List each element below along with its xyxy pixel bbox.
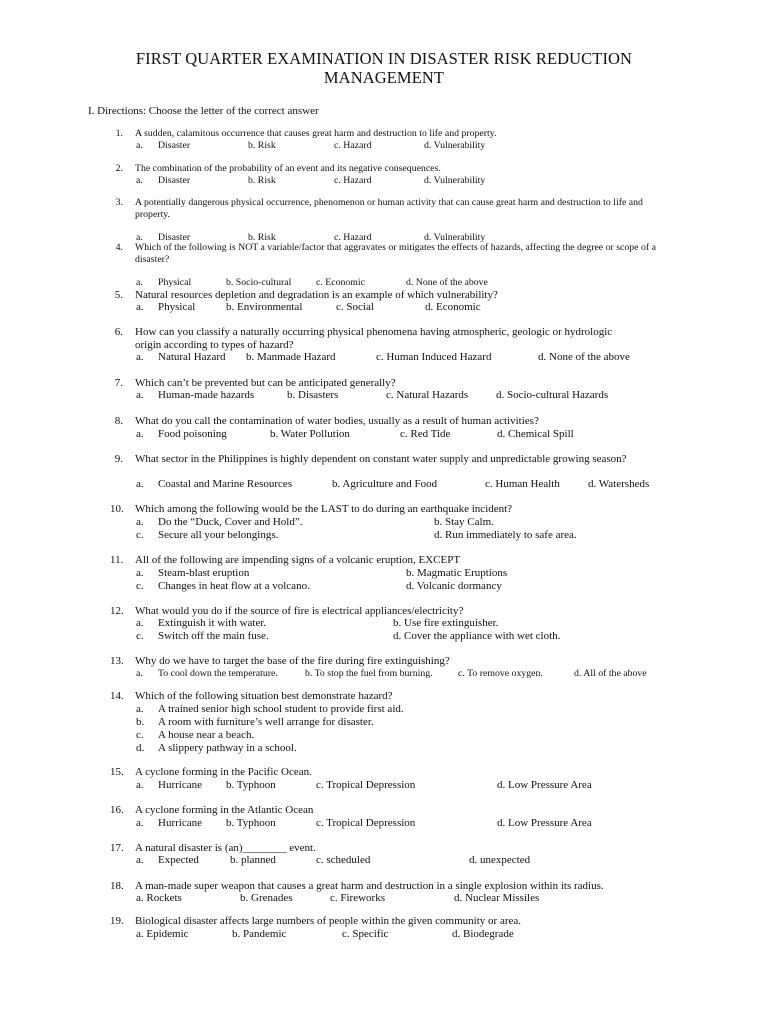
question-number: 6. — [114, 326, 123, 338]
option-letter: a. — [136, 703, 144, 715]
question-text: A cyclone forming in the Atlantic Ocean — [135, 804, 314, 816]
option-c: c. Natural Hazards — [386, 389, 469, 401]
option-d: d. Socio-cultural Hazards — [496, 389, 609, 401]
option-b: A room with furniture’s well arrange for disaster. — [158, 716, 374, 728]
question-number: 11. — [110, 554, 124, 566]
option-a: Coastal and Marine Resources — [158, 478, 293, 490]
question-text: A potentially dangerous physical occurrence, phenomenon or human activity that can cause great harm and destruction to life and property. — [135, 197, 643, 220]
option-c: c. Human Health — [485, 478, 560, 490]
option-d: d. Economic — [425, 301, 481, 313]
question-text: How can you classify a naturally occurring physical phenomena having atmospheric, geologic or hydrologic origin according to types of hazard? — [135, 326, 613, 351]
question-text: A cyclone forming in the Pacific Ocean. — [135, 766, 312, 778]
option-a: Steam-blast eruption — [158, 567, 250, 579]
question-text: Why do we have to target the base of the fire during fire extinguishing? — [135, 655, 450, 667]
option-c: Changes in heat flow at a volcano. — [158, 580, 310, 592]
option-c: c. Red Tide — [400, 428, 451, 440]
question-text: Which among the following would be the LAST to do during an earthquake incident? — [135, 503, 513, 515]
option-a: Natural Hazard — [158, 351, 226, 363]
option-letter: a. — [136, 140, 143, 151]
option-d: d. Cover the appliance with wet cloth. — [393, 630, 561, 642]
option-c: c. Fireworks — [330, 892, 385, 904]
option-b: b. Risk — [248, 232, 276, 243]
option-letter: a. — [136, 428, 144, 440]
question-number: 10. — [110, 503, 124, 515]
option-d: d. Biodegrade — [452, 928, 514, 940]
option-letter: a. — [136, 301, 144, 313]
option-letter: a. — [136, 854, 144, 866]
option-letter: a. — [136, 232, 143, 243]
option-b: b. Magmatic Eruptions — [406, 567, 508, 579]
option-b: b. Typhoon — [226, 817, 276, 829]
option-a: Extinguish it with water. — [158, 617, 267, 629]
option-d: d. Low Pressure Area — [497, 779, 592, 791]
question-number: 3. — [115, 197, 123, 208]
question-text: The combination of the probability of an event and its negative consequences. — [135, 163, 441, 174]
option-letter: c. — [136, 729, 144, 741]
option-d: d. Watersheds — [588, 478, 650, 490]
option-d: d. Volcanic dormancy — [406, 580, 502, 592]
option-c: c. Social — [336, 301, 374, 313]
question-number: 14. — [110, 690, 124, 702]
option-c: c. Specific — [342, 928, 389, 940]
option-letter: a. — [136, 351, 144, 363]
option-c: A house near a beach. — [158, 729, 255, 741]
question-number: 17. — [110, 842, 124, 854]
question-number: 12. — [110, 605, 124, 617]
option-b: b. Use fire extinguisher. — [393, 617, 499, 629]
option-b: b. Risk — [248, 140, 276, 151]
option-letter: a. — [136, 478, 144, 490]
question-number: 13. — [110, 655, 124, 667]
option-a: Hurricane — [158, 817, 202, 829]
option-letter: c. — [136, 630, 144, 642]
option-c: c. Human Induced Hazard — [376, 351, 492, 363]
question-number: 16. — [110, 804, 124, 816]
option-b: b. Risk — [248, 175, 276, 186]
question-text: Natural resources depletion and degradation is an example of which vulnerability? — [135, 289, 498, 301]
option-d: d. Vulnerability — [424, 175, 486, 186]
option-letter: a. — [136, 567, 144, 579]
option-letter: a. — [136, 516, 144, 528]
question-text: Which of the following is NOT a variable/factor that aggravates or mitigates the effects of hazards, affecting the degree or scope of a disaster? — [135, 242, 656, 265]
option-a: A trained senior high school student to provide first aid. — [158, 703, 404, 715]
question-number: 5. — [114, 289, 123, 301]
option-c: c. Hazard — [334, 140, 372, 151]
option-c: c. Hazard — [334, 175, 372, 186]
option-b: b. Typhoon — [226, 779, 276, 791]
option-a: Human-made hazards — [158, 389, 255, 401]
option-letter: b. — [136, 716, 145, 728]
option-c: c. Tropical Depression — [316, 779, 416, 791]
question-number: 7. — [114, 377, 123, 389]
question-number: 2. — [115, 163, 123, 174]
option-d: A slippery pathway in a school. — [158, 742, 297, 754]
option-letter: a. — [136, 175, 143, 186]
option-a: Disaster — [158, 140, 191, 151]
option-b: b. Stay Calm. — [434, 516, 494, 528]
option-c: c. Tropical Depression — [316, 817, 416, 829]
option-d: d. None of the above — [538, 351, 630, 363]
question-number: 4. — [115, 242, 123, 253]
option-a: Expected — [158, 854, 199, 866]
option-b: b. Socio-cultural — [226, 277, 292, 288]
option-c: Switch off the main fuse. — [158, 630, 269, 642]
option-b: b. Grenades — [240, 892, 293, 904]
option-a: Do the “Duck, Cover and Hold”. — [158, 516, 303, 528]
question-number: 19. — [110, 915, 124, 927]
option-letter: a. — [136, 617, 144, 629]
option-d: d. Run immediately to safe area. — [434, 529, 577, 541]
option-d: d. Low Pressure Area — [497, 817, 592, 829]
question-text: A natural disaster is (an)________ event. — [135, 842, 316, 854]
option-letter: a. — [136, 277, 143, 288]
option-letter: a. — [136, 817, 144, 829]
question-text: Which can’t be prevented but can be anticipated generally? — [135, 377, 396, 389]
option-a: a. Epidemic — [136, 928, 189, 940]
question-text: Which of the following situation best demonstrate hazard? — [135, 690, 393, 702]
option-d: d. None of the above — [406, 277, 488, 288]
option-a: Physical — [158, 277, 192, 288]
question-text: What do you call the contamination of water bodies, usually as a result of human activities? — [135, 415, 539, 427]
question-number: 8. — [114, 415, 123, 427]
question-number: 15. — [110, 766, 124, 778]
option-b: b. To stop the fuel from burning. — [305, 668, 433, 679]
option-a: Disaster — [158, 232, 191, 243]
option-d: d. Nuclear Missiles — [454, 892, 540, 904]
title-line-1: FIRST QUARTER EXAMINATION IN DISASTER RISK REDUCTION — [135, 49, 633, 68]
question-number: 9. — [114, 453, 123, 465]
option-letter: a. — [136, 668, 143, 679]
option-a: Hurricane — [158, 779, 202, 791]
exam-title — [0, 49, 768, 87]
option-d: d. Chemical Spill — [497, 428, 574, 440]
question-text: What sector in the Philippines is highly dependent on constant water supply and unpredictable growing season? — [135, 453, 627, 465]
question-text: What would you do if the source of fire is electrical appliances/electricity? — [135, 605, 464, 617]
option-letter: a. — [136, 779, 144, 791]
option-b: b. Pandemic — [232, 928, 287, 940]
option-d: d. Vulnerability — [424, 140, 486, 151]
option-b: b. Manmade Hazard — [246, 351, 336, 363]
title-line-2: MANAGEMENT — [323, 68, 445, 87]
option-b: b. Environmental — [226, 301, 303, 313]
option-d: d. Vulnerability — [424, 232, 486, 243]
question-text: Biological disaster affects large numbers of people within the given community or area. — [135, 915, 522, 927]
option-c: c. Hazard — [334, 232, 372, 243]
question-text: All of the following are impending signs of a volcanic eruption, EXCEPT — [135, 554, 461, 566]
option-letter: d. — [136, 742, 145, 754]
option-d: d. All of the above — [574, 668, 647, 679]
directions: I. Directions: Choose the letter of the correct answer — [88, 105, 319, 117]
option-c: c. scheduled — [316, 854, 371, 866]
option-a: a. Rockets — [136, 892, 182, 904]
option-b: b. Agriculture and Food — [332, 478, 438, 490]
option-a: Disaster — [158, 175, 191, 186]
option-c: Secure all your belongings. — [158, 529, 279, 541]
option-b: b. planned — [230, 854, 276, 866]
option-letter: c. — [136, 529, 144, 541]
option-letter: a. — [136, 389, 144, 401]
option-a: Food poisoning — [158, 428, 227, 440]
option-a: To cool down the temperature. — [158, 668, 278, 679]
question-number: 18. — [110, 880, 124, 892]
option-b: b. Disasters — [287, 389, 339, 401]
option-d: d. unexpected — [469, 854, 531, 866]
option-a: Physical — [158, 301, 196, 313]
question-text: A man-made super weapon that causes a great harm and destruction in a single explosion within its radius. — [135, 880, 604, 892]
question-number: 1. — [115, 128, 123, 139]
option-c: c. To remove oxygen. — [458, 668, 543, 679]
option-b: b. Water Pollution — [270, 428, 350, 440]
question-text: A sudden, calamitous occurrence that causes great harm and destruction to life and property. — [135, 128, 497, 139]
option-letter: c. — [136, 580, 144, 592]
option-c: c. Economic — [316, 277, 365, 288]
